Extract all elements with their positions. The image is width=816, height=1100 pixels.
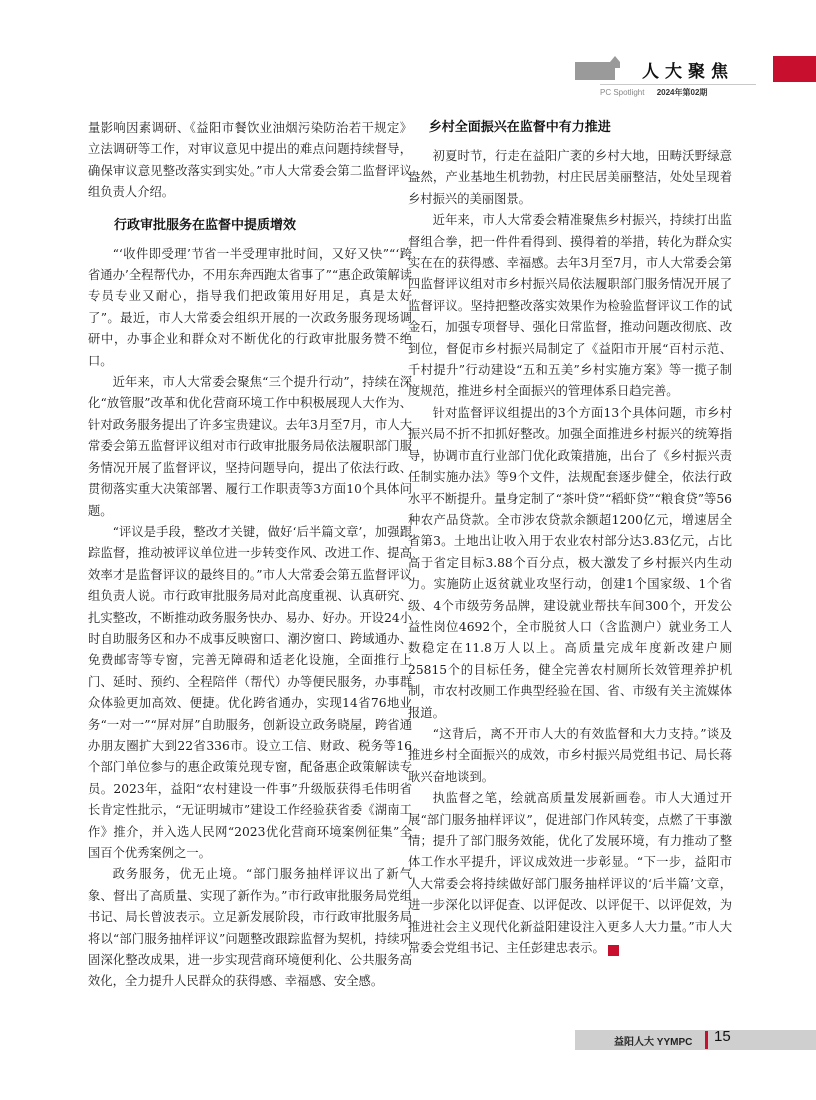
- section-heading: 行政审批服务在监督中提质增效: [114, 217, 297, 233]
- paragraph: [408, 788, 732, 959]
- page-number: 15: [714, 1028, 731, 1045]
- paragraph-text: 执监督之笔，绘就高质量发展新画卷。市人大通过开展“部门服务抽样评议”，促进部门作风转变，点燃了干事激情；提升了部门服务效能，优化了发展环境，有力推动了整体工作水平提升，评议成效进一步彰显。“下一步，益阳市人大常委会将持续做好部门服务抽样评议的‘后半篇’文章，进一步深化以评促查、以评促改、以评促干、以评促效，为推进社会主义现代化新益阳建设注入更多人大力量。”市人大常委会党组书记、主任彭建忠表示。: [408, 791, 732, 956]
- footer-band: [575, 1030, 816, 1050]
- paragraph: 针对监督评议组提出的3个方面13个具体问题，市乡村振兴局不折不扣抓好整改。加强全面推进乡村振兴的统筹指导，协调市直行业部门优化政策措施，出台了《乡村振兴责任制实施办法》等9个文件，法规配套逐步健全，依法行政水平不断提升。量身定制了“茶叶贷”“稻虾贷”“粮食贷”等56种农产品贷款。全市涉农贷款余额超1200亿元，增速居全省第3。土地出让收入用于农业农村部分达3.83亿元，占比高于省定目标3.88个百分点，极大激发了乡村振兴内生动力。实施防止返贫就业攻坚行动，创建1个国家级、1个省级、4个市级劳务品牌，建设就业帮扶车间300个，开发公益性岗位4692个，全市脱贫人口（含监测户）就业务工人数稳定在11.8万人以上。高质量完成年度新改建户厕25815个的目标任务，健全完善农村厕所长效管理养护机制，市农村改厕工作典型经验在国、省、市级有关主流媒体报道。: [408, 405, 732, 720]
- paragraph: 政务服务，优无止境。“部门服务抽样评议出了新气象、督出了高质量、实现了新作为。”市行政审批服务局党组书记、局长曾波表示。立足新发展阶段，市行政审批服务局将以“部门服务抽样评议”问题整改跟踪监督为契机，持续巩固深化整改成果，进一步实现营商环境便利化、公共服务高效化，全力提升人民群众的获得感、幸福感、安全感。: [88, 867, 412, 989]
- section-heading: 乡村全面振兴在监督中有力推进: [428, 120, 611, 135]
- end-mark-icon: 文: [608, 945, 619, 956]
- header-subline: [600, 87, 707, 98]
- footer-publication: 益阳人大 YYMPC: [614, 1037, 693, 1048]
- right-column: [408, 118, 732, 959]
- section-title: 人大聚焦: [642, 61, 734, 82]
- footer-divider: [705, 1031, 708, 1049]
- issue-label: 2024年第02期: [656, 88, 708, 97]
- paragraph: 近年来，市人大常委会精准聚焦乡村振兴，持续打出监督组合拳，把一件件看得到、摸得着的举措，转化为群众实实在在的获得感、幸福感。去年3月至7月，市人大常委会第四监督评议组对市乡村振兴局依法履职部门服务情况开展了监督评议。坚持把整改落实效果作为检验监督评议工作的试金石，加强专项督导、强化日常监督，推动问题改彻底、改到位，督促市乡村振兴局制定了《益阳市开展“百村示范、千村提升”行动建设“五和五美”乡村实施方案》等一揽子制度规范，推进乡村全面振兴的管理体系日趋完善。: [408, 213, 732, 399]
- paragraph: “‘收件即受理’节省一半受理审批时间，又好又快”“‘跨省通办’全程帮代办，不用东奔西跑太省事了”“惠企政策解读专员专业又耐心，指导我们把政策用好用足，真是太好了”。最近，市人大常委会组织开展的一次政务服务现场调研中，办事企业和群众对不断优化的行政审批服务赞不绝口。: [88, 246, 412, 368]
- paragraph: “评议是手段，整改才关键，做好‘后半篇文章’，加强跟踪监督，推动被评议单位进一步转变作风、改进工作、提高效率才是监督评议的最终目的。”市人大常委会第五监督评议组负责人说。市行政审批服务局对此高度重视、认真研究、扎实整改，不断推动政务服务快办、易办、好办。开设24小时自助服务区和办不成事反映窗口、潮汐窗口、跨域通办、免费邮寄等专窗，完善无障碍和适老化设施，全面推行上门、延时、预约、全程陪伴（帮代）办等便民服务，办事群众体验更加高效、便捷。优化跨省通办，实现14省76地业务“一对一”“屏对屏”自助服务，创新设立政务晓屋，跨省通办朋友圈扩大到22省336市。设立工信、财政、税务等16个部门单位参与的惠企政策兑现专窗，配备惠企政策解读专员。2023年，益阳“农村建设一件事”升级版获得毛伟明省长肯定性批示，“无证明城市”建设工作经验获省委《湖南工作》推介，并入选人民网“2023优化营商环境案例征集”全国百个优秀案例之一。: [88, 524, 412, 860]
- header-band: [620, 56, 816, 82]
- paragraph: 量影响因素调研、《益阳市餐饮业油烟污染防治若干规定》立法调研等工作，对审议意见中提出的难点问题持续督导，确保审议意见整改落实到实处。”市人大常委会第二监督评议组负责人介绍。: [88, 121, 412, 200]
- left-column: [88, 118, 412, 993]
- paragraph: 初夏时节，行走在益阳广袤的乡村大地，田畴沃野绿意盎然，产业基地生机勃勃，村庄民居美丽整洁，处处呈现着乡村振兴的美丽图景。: [408, 149, 732, 206]
- header-rule: [600, 84, 756, 85]
- column-name: PC Spotlight: [600, 88, 645, 97]
- paragraph: “这背后，离不开市人大的有效监督和大力支持。”谈及推进乡村全面振兴的成效，市乡村振兴局党组书记、局长蒋耿兴奋地谈到。: [408, 726, 732, 784]
- paragraph: 近年来，市人大常委会聚焦“三个提升行动”，持续在深化“放管服”改革和优化营商环境工作中积极展现人大作为、针对政务服务提出了许多宝贵建议。去年3月至7月，市人大常委会第五监督评议组对市行政审批服务局依法履职部门服务情况开展了监督评议，坚持问题导向，提出了依法行政、贯彻落实重大决策部署、履行工作职责等3方面10个具体问题。: [88, 375, 412, 518]
